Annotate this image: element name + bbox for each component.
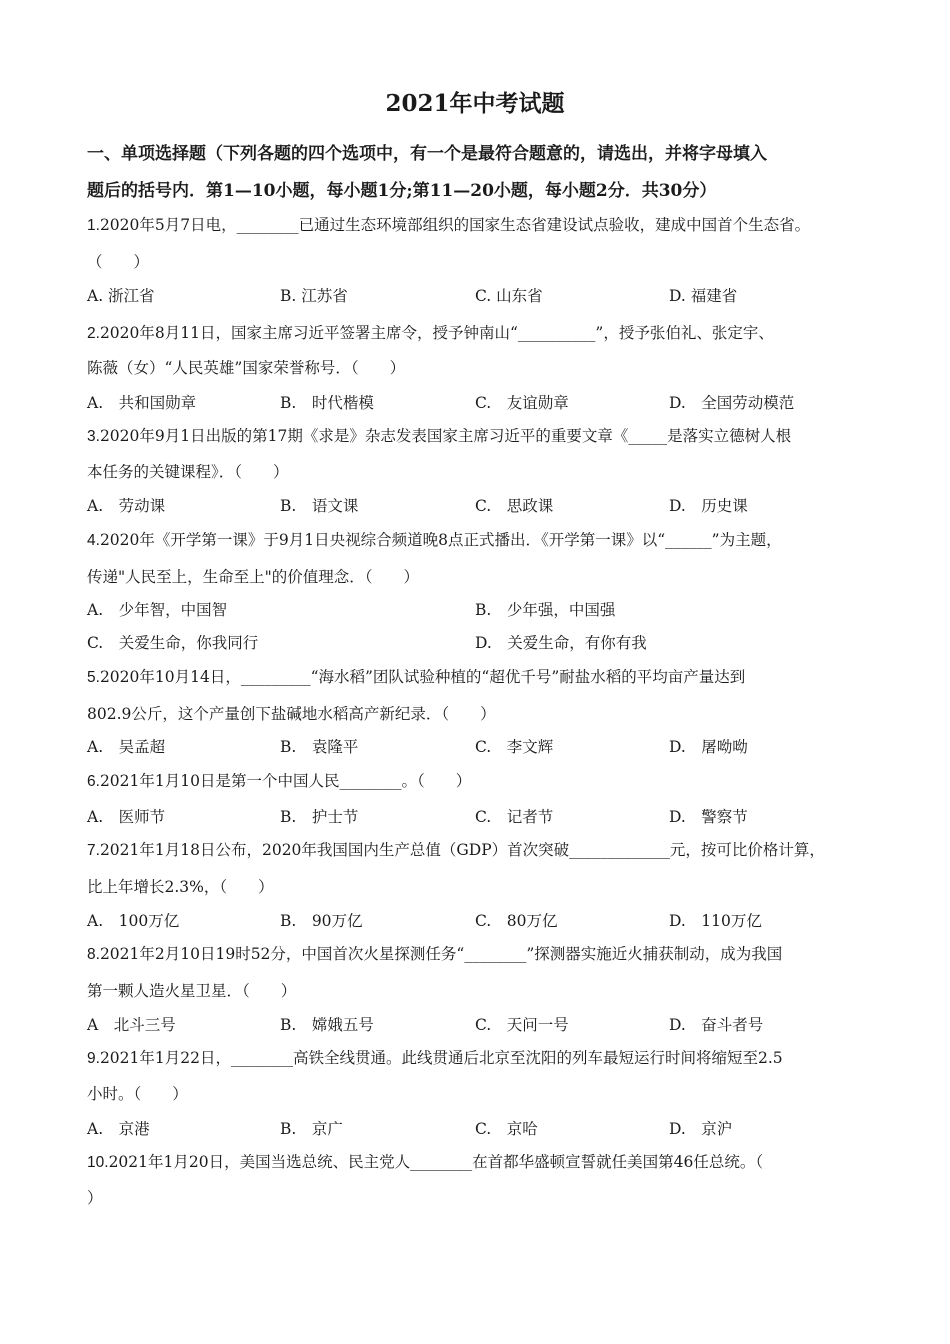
question-stem	[87, 322, 774, 345]
question-number: 2.	[87, 325, 100, 342]
question-text: ）	[87, 1189, 103, 1207]
question-number: 1.	[87, 217, 100, 234]
answer-option: D. 历史课	[669, 497, 748, 515]
answer-option: D. 关爱生命，有你有我	[475, 634, 647, 652]
answer-option: A. 100万亿	[87, 912, 180, 930]
answer-option: A. 少年智，中国智	[87, 601, 228, 619]
question-stem-continued	[87, 1083, 188, 1105]
answer-option: B. 语文课	[280, 497, 359, 515]
question-text: 传递"人民至上，生命至上"的价值理念．（ ）	[87, 568, 420, 586]
answer-option: B. 时代楷模	[280, 394, 374, 412]
question-stem-continued	[87, 251, 149, 273]
section-line: 题后的括号内．第1—10小题，每小题1分;第11—20小题，每小题2分．共30分）	[87, 181, 717, 201]
question-number: 4.	[87, 532, 100, 549]
question-text: 802.9公斤，这个产量创下盐碱地水稻高产新纪录．（ ）	[87, 705, 496, 723]
question-number: 5.	[87, 669, 100, 686]
answer-option: B. 江苏省	[280, 287, 348, 305]
answer-option: B. 护士节	[280, 808, 359, 826]
question-text: 小时。（ ）	[87, 1085, 188, 1103]
answer-option: A 北斗三号	[87, 1016, 176, 1034]
question-text: 2021年1月22日，________高铁全线贯通。此线贯通后北京至沈阳的列车最短运行时间将缩短至2.5	[99, 1049, 783, 1067]
answer-option: D. 屠呦呦	[669, 738, 748, 756]
answer-option: A. 医师节	[87, 808, 166, 826]
question-text: 2021年1月18日公布，2020年我国国内生产总值（GDP）首次突破_____________元，按可比价格计算，	[99, 841, 825, 859]
question-text: 第一颗人造火星卫星．（ ）	[87, 982, 297, 1000]
answer-option: B. 90万亿	[280, 912, 363, 930]
answer-option: A. 浙江省	[87, 287, 155, 305]
question-text: 陈薇（女）“人民英雄”国家荣誉称号．（ ）	[87, 359, 406, 377]
question-stem	[87, 666, 745, 689]
question-text: 本任务的关键课程》．（ ）	[87, 463, 289, 481]
question-stem	[87, 425, 791, 448]
question-stem-continued	[87, 461, 289, 483]
question-stem-continued	[87, 357, 405, 379]
question-text: 2021年2月10日19时52分，中国首次火星探测任务“________”探测器实施近火捕获制动，成为我国	[99, 945, 783, 963]
answer-option: D. 警察节	[669, 808, 748, 826]
page-title: 2021年中考试题	[385, 90, 565, 117]
answer-option: B. 少年强，中国强	[475, 601, 616, 619]
question-text: 2020年9月1日出版的第17期《求是》杂志发表国家主席习近平的重要文章《_____是落实立德树人根	[99, 427, 792, 445]
section-line: 一、单项选择题（下列各题的四个选项中，有一个是最符合题意的，请选出，并将字母填入	[87, 144, 767, 164]
answer-option: D. 福建省	[669, 287, 738, 305]
question-text: 比上年增长2.3%，（ ）	[87, 878, 274, 896]
answer-option: D. 110万亿	[669, 912, 762, 930]
question-stem	[87, 839, 825, 862]
answer-option: C. 关爱生命，你我同行	[87, 634, 259, 652]
answer-option: C. 京哈	[475, 1120, 538, 1138]
question-text: 2020年5月7日电，________已通过生态环境部组织的国家生态省建设试点验收，建成中国首个生态省。	[99, 216, 811, 234]
answer-option: D. 京沪	[669, 1120, 733, 1138]
answer-option: A. 劳动课	[87, 497, 166, 515]
section-heading	[87, 136, 877, 210]
question-text: 2020年8月11日，国家主席习近平签署主席令，授予钟南山“__________”，授予张伯礼、张定宇、	[99, 324, 774, 342]
answer-option: C. 80万亿	[475, 912, 558, 930]
question-number: 8.	[87, 946, 100, 963]
answer-option: C. 山东省	[475, 287, 543, 305]
answer-option: B. 袁隆平	[280, 738, 359, 756]
question-stem	[87, 770, 471, 793]
question-text: 2021年1月10日是第一个中国人民________。（ ）	[99, 772, 472, 790]
question-stem	[87, 214, 810, 237]
question-number: 6.	[87, 773, 100, 790]
answer-option: A. 吴孟超	[87, 738, 166, 756]
question-number: 10.	[87, 1154, 109, 1171]
answer-option: C. 思政课	[475, 497, 554, 515]
question-number: 3.	[87, 428, 100, 445]
answer-option: C. 李文辉	[475, 738, 554, 756]
question-stem-continued	[87, 876, 274, 898]
answer-option: C. 记者节	[475, 808, 554, 826]
answer-option: C. 天问一号	[475, 1016, 569, 1034]
question-text: 2021年1月20日，美国当选总统、民主党人________在首都华盛顿宣誓就任美国第46任总统。（	[108, 1153, 764, 1171]
answer-option: A. 共和国勋章	[87, 394, 197, 412]
answer-option: D. 奋斗者号	[669, 1016, 764, 1034]
question-number: 7.	[87, 842, 100, 859]
question-stem-continued	[87, 980, 296, 1002]
question-stem	[87, 943, 782, 966]
answer-option: A. 京港	[87, 1120, 150, 1138]
question-stem-continued	[87, 703, 496, 725]
question-text: 2020年10月14日，_________“海水稻”团队试验种植的“超优千号”耐盐水稻的平均亩产量达到	[99, 668, 746, 686]
question-stem-continued	[87, 566, 419, 588]
question-stem-continued	[87, 1187, 103, 1209]
question-stem	[87, 1047, 783, 1070]
question-stem	[87, 1151, 763, 1174]
question-text: 2020年《开学第一课》于9月1日央视综合频道晚8点正式播出．《开学第一课》以“______”为主题，	[99, 531, 782, 549]
answer-option: B. 嫦娥五号	[280, 1016, 374, 1034]
question-stem	[87, 529, 782, 552]
question-number: 9.	[87, 1050, 100, 1067]
answer-option: C. 友谊勋章	[475, 394, 569, 412]
answer-option: B. 京广	[280, 1120, 343, 1138]
question-text: （ ）	[87, 253, 150, 271]
answer-option: D. 全国劳动模范	[669, 394, 795, 412]
